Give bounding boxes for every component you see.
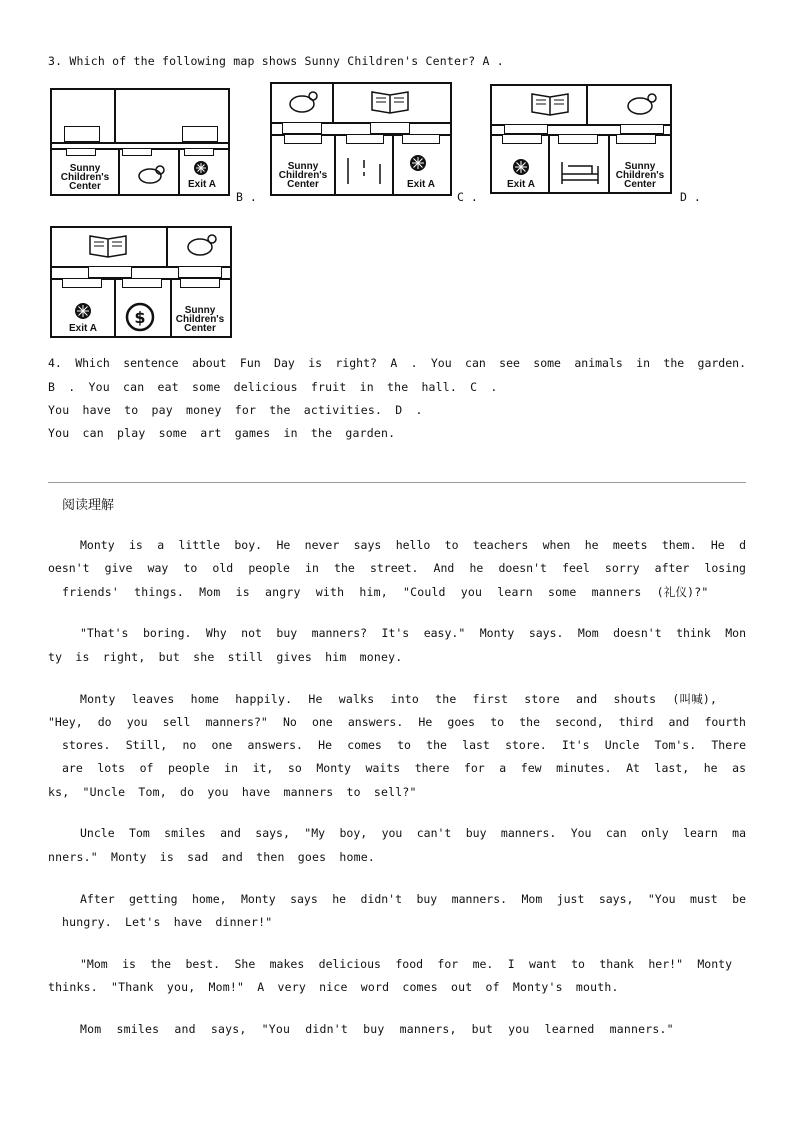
- turkey-icon: [622, 90, 662, 116]
- exit-icon: [74, 302, 92, 320]
- passage-line-7: "Hey, do you sell manners?" No one answers. He goes to the second, third and fourth: [48, 715, 746, 729]
- passage-line-3: friends' things. Mom is angry with him, "Could you learn some manners (礼仪)?": [62, 585, 709, 599]
- question-4-line-3: You have to pay money for the activities. D .: [48, 403, 423, 417]
- svg-text:$: $: [134, 308, 146, 327]
- question-3-text: 3. Which of the following map shows Sunny Children's Center? A .: [48, 54, 504, 68]
- map-option-c: [490, 84, 672, 194]
- sunny-center-label: Sunny Children's Center: [615, 161, 665, 190]
- option-d-label: D .: [680, 190, 701, 204]
- passage-line-15: "Mom is the best. She makes delicious food for me. I want to thank her!" Monty: [80, 957, 732, 971]
- exit-label: Exit A: [69, 323, 97, 334]
- option-c-label: C .: [457, 190, 478, 204]
- passage-line-4: "That's boring. Why not buy manners? It's easy." Monty says. Mom doesn't think Mon: [80, 626, 746, 640]
- passage-line-10: ks, "Uncle Tom, do you have manners to sell?": [48, 785, 417, 799]
- passage-line-17: Mom smiles and says, "You didn't buy manners, but you learned manners.": [80, 1022, 674, 1036]
- sunny-center-label: Sunny Children's Center: [175, 305, 225, 334]
- map-option-b: [270, 82, 452, 196]
- exit-icon: [512, 158, 530, 176]
- passage-line-5: ty is right, but she still gives him money.: [48, 650, 403, 664]
- map-option-d: [50, 226, 232, 338]
- section-title: 阅读理解: [62, 498, 115, 513]
- book-icon: [530, 90, 572, 116]
- book-icon: [88, 232, 130, 260]
- exit-label: Exit A: [507, 179, 535, 190]
- exit-icon: [409, 154, 427, 172]
- passage-line-8: stores. Still, no one answers. He comes to the last store. It's Uncle Tom's. There: [62, 738, 746, 752]
- map-option-a: [50, 88, 230, 196]
- money-icon: [124, 302, 158, 332]
- sign-icon: [342, 154, 386, 188]
- turkey-icon: [286, 88, 320, 114]
- sunny-center-label: Sunny Children's Center: [278, 161, 328, 190]
- question-4-line-4: You can play some art games in the garden.: [48, 426, 396, 440]
- passage-line-13: After getting home, Monty says he didn't buy manners. Mom just says, "You must be: [80, 892, 746, 906]
- exit-label: Exit A: [407, 179, 435, 190]
- section-divider: [48, 482, 746, 483]
- exit-icon: [193, 160, 209, 176]
- question-4-line-1: 4. Which sentence about Fun Day is right? A . You can see some animals in the garden.: [48, 356, 746, 370]
- passage-line-14: hungry. Let's have dinner!": [62, 915, 273, 929]
- passage-line-11: Uncle Tom smiles and says, "My boy, you can't buy manners. You can only learn ma: [80, 826, 746, 840]
- passage-line-2: oesn't give way to old people in the street. And he doesn't feel sorry after losing: [48, 561, 746, 575]
- bed-icon: [558, 156, 602, 188]
- passage-line-12: nners." Monty is sad and then goes home.: [48, 850, 375, 864]
- passage-line-9: are lots of people in it, so Monty waits there for a few minutes. At last, he as: [62, 761, 746, 775]
- book-icon: [370, 88, 412, 114]
- passage-line-6: Monty leaves home happily. He walks into the first store and shouts (叫喊),: [80, 692, 718, 706]
- passage-line-16: thinks. "Thank you, Mom!" A very nice word comes out of Monty's mouth.: [48, 980, 619, 994]
- question-4-line-2: B . You can eat some delicious fruit in the hall. C .: [48, 380, 498, 394]
- option-b-label: B .: [236, 190, 257, 204]
- turkey-icon: [182, 230, 222, 258]
- passage-line-1: Monty is a little boy. He never says hello to teachers when he meets them. He d: [80, 538, 746, 552]
- turkey-icon: [136, 162, 166, 186]
- exit-label: Exit A: [188, 179, 216, 190]
- sunny-center-label: Sunny Children's Center: [60, 163, 110, 192]
